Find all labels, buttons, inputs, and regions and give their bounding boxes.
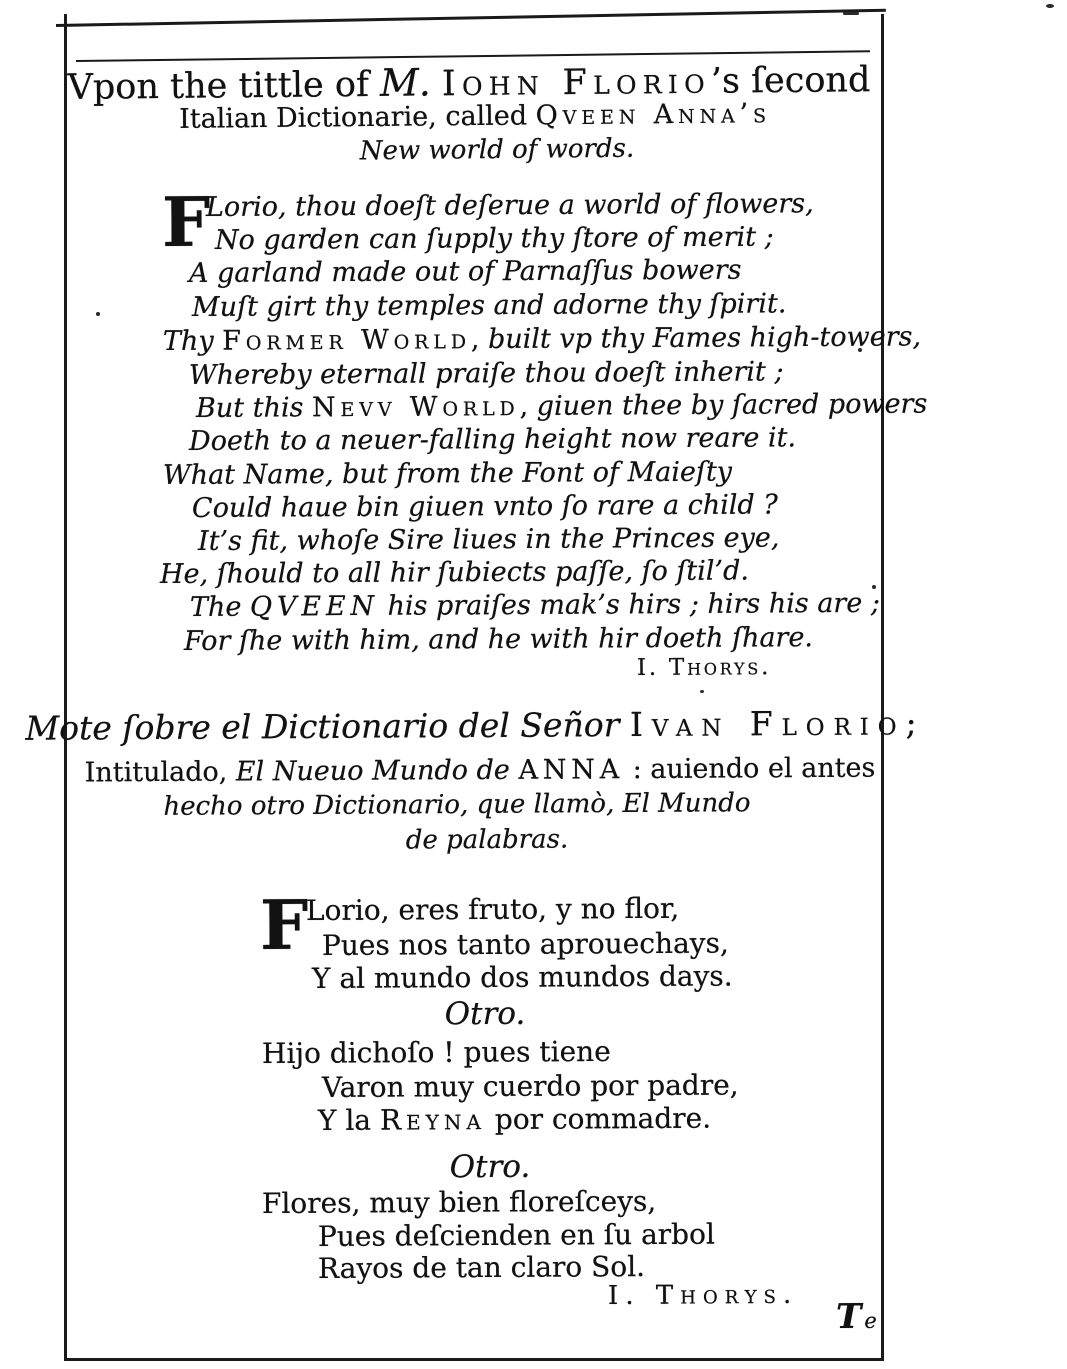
text-segment: But this xyxy=(195,392,313,424)
ink-speck xyxy=(96,312,100,316)
text-segment: It’s fit, whoſe Sire liues in the Princes eye, xyxy=(197,522,780,557)
text-segment: : auiendo el antes xyxy=(624,752,876,786)
english-poem-line xyxy=(215,222,774,256)
text-segment: The xyxy=(189,591,251,623)
text-segment: e xyxy=(864,1308,877,1333)
text-segment: T xyxy=(835,1296,862,1337)
english-signature xyxy=(637,654,771,681)
text-segment: ANNA xyxy=(518,754,625,786)
text-segment: Otro. xyxy=(449,1148,531,1186)
text-segment: He, ſhould to all hir ſubiects paſſe, ſo ſtil’d. xyxy=(159,555,750,590)
text-segment: Italian Dictionarie, called xyxy=(178,100,536,135)
text-segment: No garden can ſupply thy ſtore of merit ; xyxy=(214,221,774,256)
text-segment: Former World xyxy=(222,324,471,357)
text-segment: QVEEN xyxy=(249,590,380,623)
text-segment: Muſt girt thy temples and adorne thy ſpirit. xyxy=(191,288,787,323)
text-segment: Varon muy cuerdo por padre, xyxy=(321,1068,739,1104)
text-segment: Mote ſobre el Dictionario del Señor xyxy=(25,705,631,748)
spanish-poem-line xyxy=(318,1219,715,1254)
text-segment: Doeth to a neuer-falling height now reare it. xyxy=(188,422,797,457)
spanish-poem-line xyxy=(262,1036,611,1070)
spanish-poem-line xyxy=(262,1186,656,1221)
text-segment: Vpon the tittle of xyxy=(67,64,381,108)
spanish-signature xyxy=(608,1281,798,1312)
text-segment: , xyxy=(470,324,489,356)
drop-cap-f-spanish: F xyxy=(259,885,309,966)
english-poem-line xyxy=(189,422,796,457)
spanish-heading-line-1 xyxy=(25,704,916,747)
text-segment: Nevv World xyxy=(311,391,520,424)
english-poem-line xyxy=(196,389,927,425)
spanish-heading-line-3 xyxy=(163,789,750,822)
english-poem-line xyxy=(192,288,787,323)
ink-speck xyxy=(700,690,704,693)
english-title-line-3 xyxy=(360,135,635,168)
text-segment: Lorio, thou doeſt deſerue a world of flowers, xyxy=(205,188,814,223)
text-segment: Reyna xyxy=(379,1102,487,1137)
english-poem-line xyxy=(160,555,749,590)
text-segment xyxy=(431,64,443,104)
spanish-poem-line xyxy=(306,893,679,927)
text-segment: Whereby eternall praiſe thou doeſt inherit ; xyxy=(188,356,784,391)
english-poem-line xyxy=(163,457,732,492)
english-poem-line xyxy=(184,622,813,657)
text-segment: Iohn Florio xyxy=(441,61,712,105)
english-poem-line xyxy=(163,321,921,357)
text-segment: ; xyxy=(905,703,917,743)
text-segment: Ivan Florio xyxy=(629,703,906,745)
text-segment: Could haue bin giuen vnto ſo rare a child ? xyxy=(191,489,778,524)
english-poem-line xyxy=(189,255,742,289)
text-segment: Lorio, eres fruto, y no flor, xyxy=(305,891,680,927)
text-segment: I. Thorys. xyxy=(607,1279,799,1311)
text-segment: ſecond xyxy=(750,60,871,102)
text-segment: New world of words. xyxy=(359,133,635,167)
text-segment: Hijo dichoſo ! pues tiene xyxy=(261,1034,611,1070)
text-segment: Pues nos tanto aprouechays, xyxy=(321,926,729,962)
english-poem-line xyxy=(192,489,778,524)
text-segment: For ſhe with him, and he with hir doeth ſhare. xyxy=(183,622,814,657)
spanish-heading-line-2 xyxy=(85,753,876,789)
ink-speck xyxy=(843,12,859,15)
text-segment: Intitulado, xyxy=(84,756,236,789)
spanish-poem-line xyxy=(322,1069,739,1104)
text-segment: What Name, but from the Font of Maieſty xyxy=(162,456,733,491)
otro-heading-2 xyxy=(450,1150,531,1186)
text-segment: Y la xyxy=(317,1103,381,1137)
english-poem-line xyxy=(189,356,784,391)
text-segment: M. xyxy=(379,60,431,105)
text-segment: Rayos de tan claro Sol. xyxy=(317,1250,646,1285)
spanish-heading-line-4 xyxy=(406,826,569,857)
otro-heading-1 xyxy=(445,997,526,1033)
text-segment: ’s xyxy=(710,61,752,102)
spanish-poem-line xyxy=(318,1251,645,1285)
text-segment: his praiſes mak’s hirs ; hirs his are ; xyxy=(378,587,881,622)
text-segment: giuen thee by ſacred powers xyxy=(536,388,928,422)
text-segment: Pues deſcienden en ſu arbol xyxy=(317,1217,715,1253)
text-segment: Thy xyxy=(162,325,223,357)
drop-cap-f-english: F xyxy=(161,182,211,263)
english-poem-line xyxy=(198,522,780,557)
text-segment: Flores, muy bien floreſceys, xyxy=(261,1184,657,1220)
text-segment: Qveen Anna’s xyxy=(535,98,772,132)
text-segment: I. Thorys. xyxy=(636,654,772,681)
text-segment: Y al mundo dos mundos days. xyxy=(311,959,733,995)
text-segment: hecho otro Dictionario, que llamò, El Mundo xyxy=(163,788,751,822)
text-segment: El Nueuo Mundo de xyxy=(235,754,519,788)
catchword xyxy=(836,1298,877,1337)
text-segment: , xyxy=(519,390,537,423)
english-title-line-2 xyxy=(179,98,771,135)
ink-speck xyxy=(1046,4,1054,8)
english-poem-line xyxy=(206,188,814,223)
text-segment: Otro. xyxy=(444,995,526,1033)
spanish-poem-line xyxy=(312,960,733,995)
text-segment: A garland made out of Parnaſſus bowers xyxy=(188,254,742,289)
english-poem-line xyxy=(190,588,880,623)
spanish-poem-line xyxy=(322,928,729,963)
text-segment: de palabras. xyxy=(405,824,569,856)
text-segment: por commadre. xyxy=(485,1101,712,1136)
spanish-poem-line xyxy=(318,1103,711,1138)
text-segment: built vp thy Fames high-towers, xyxy=(487,321,922,356)
